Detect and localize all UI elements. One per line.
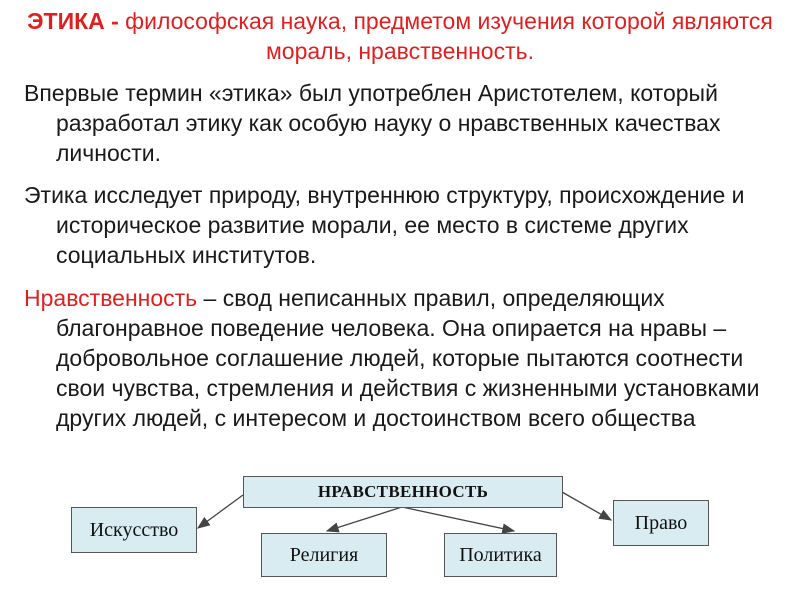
title-definition: философская наука, предметом изучения которой являются мораль, нравственность. [118,8,773,64]
node-art-label: Искусство [89,518,179,541]
node-law-label: Право [634,511,688,534]
arrow-to-politics [402,507,514,531]
arrow-to-art [198,495,243,528]
morality-definition: – свод неписанных правил, определяющих благонравное поведение человека. Она опирается на нравы – добровольное соглашение людей, которые пытаются соотнести свои чувства, стремления и действия с жизненными установками других людей, с интересом и достоинством всего общества [56,285,760,431]
node-religion-label: Религия [289,543,359,566]
node-politics [444,533,557,577]
node-law [613,500,709,546]
title-term: ЭТИКА - [27,8,119,34]
node-morality-label: НРАВСТВЕННОСТЬ [317,482,489,501]
arrow-to-law [562,492,611,520]
node-religion [261,533,387,577]
morality-term: Нравственность [24,285,198,311]
paragraph-aristotle-text: Впервые термин «этика» был употреблен Аристотелем, который разработал этику как особую науку о нравственных качествах личности. [24,80,721,166]
paragraph-ethics-text: Этика исследует природу, внутреннюю структуру, происхождение и историческое развитие морали, ее место в системе других социальных институтов. [24,182,745,268]
node-politics-label: Политика [459,543,542,566]
arrow-to-religion [327,507,402,531]
node-morality [243,476,563,508]
node-art [71,507,197,553]
